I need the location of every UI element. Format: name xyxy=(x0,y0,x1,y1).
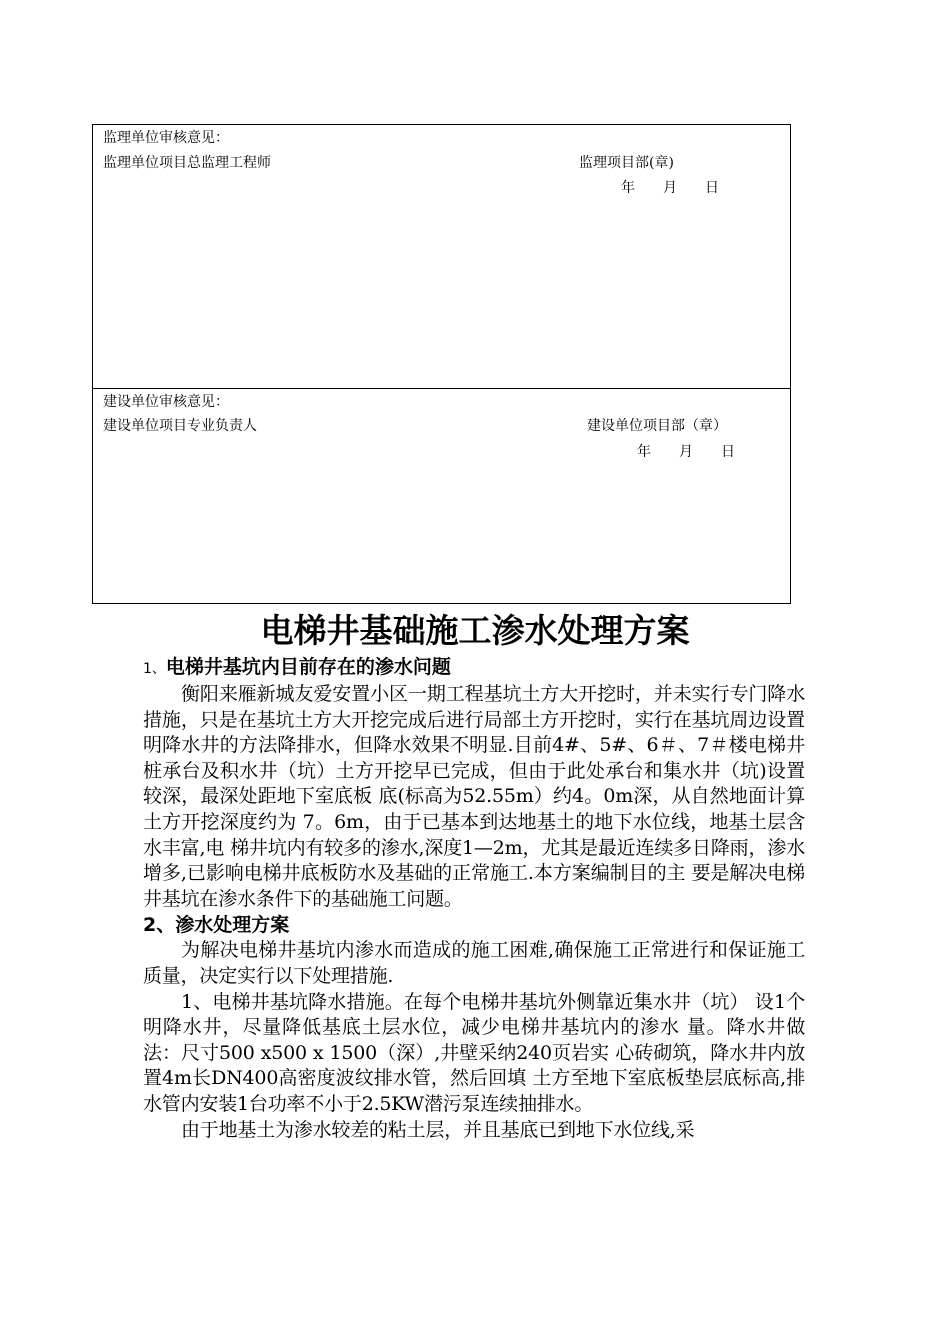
construction-date-label: 年 月 日 xyxy=(637,444,735,460)
section1-number: 1、 xyxy=(143,661,166,677)
section1-paragraph: 衡阳来雁新城友爱安置小区一期工程基坑土方大开挖时，并未实行专门降水措施，只是在基坑土方大开挖完成后进行局部土方开挖时，实行在基坑周边设置明降水井的方法降排水，但降水效果不明显.目前4#、5#、6＃、7＃楼电梯井桩承台及积水井（坑）土方开挖早已完成，但由于此处承台和集水井（坑)设置较深，最深处距地下室底板 底(标高为52.55m）约4。0m深，从自然地面计算土方开挖深度约为 7。6m，由于已基本到达地基土的地下水位线，地基土层含水丰富,电 梯井坑内有较多的渗水,深度1—2m，尤其是最近连续多日降雨，渗水增多,已影响电梯井底板防水及基础的正常施工.本方案编制目的主 要是解决电梯井基坑在渗水条件下的基础施工问题。 xyxy=(143,683,805,910)
review-table xyxy=(92,124,791,604)
section2-paragraph-2: 1、电梯井基坑降水措施。在每个电梯井基坑外侧靠近集水井（坑） 设1个明降水井，尽量降低基底土层水位，减少电梯井基坑内的渗水 量。降水井做法：尺寸500 x500 x 1500（深）,井壁采纳240页岩实 心砖砌筑，降水井内放置4m长DN400高密度波纹排水管，然后回填 土方至地下室底板垫层底标高,排水管内安装1台功率不小于2.5KW潜污泵连续抽排水。 xyxy=(143,990,805,1115)
section2-heading: 2、渗水处理方案 xyxy=(143,914,290,937)
supervision-review-cell xyxy=(93,125,790,389)
supervision-signer-label: 监理单位项目总监理工程师 xyxy=(103,155,271,171)
construction-review-cell xyxy=(93,389,790,603)
section2-paragraph-3: 由于地基土为渗水较差的粘土层，并且基底已到地下水位线,采 xyxy=(181,1118,695,1141)
document-title: 电梯井基础施工渗水处理方案 xyxy=(260,611,690,650)
supervision-date-label: 年 月 日 xyxy=(621,180,719,196)
section1-heading-text: 电梯井基坑内目前存在的渗水问题 xyxy=(165,656,451,678)
supervision-review-label: 监理单位审核意见： xyxy=(103,130,229,146)
section1-heading xyxy=(143,654,805,682)
document-body xyxy=(143,654,805,1143)
construction-stamp-label: 建设单位项目部（章） xyxy=(587,418,727,434)
construction-signer-label: 建设单位项目专业负责人 xyxy=(103,418,257,434)
supervision-stamp-label: 监理项目部(章) xyxy=(579,155,674,171)
construction-review-label: 建设单位审核意见： xyxy=(103,394,229,410)
section2-paragraph-1: 为解决电梯井基坑内渗水而造成的施工困难,确保施工正常进行和保证施工质量，决定实行以下处理措施. xyxy=(143,939,805,987)
